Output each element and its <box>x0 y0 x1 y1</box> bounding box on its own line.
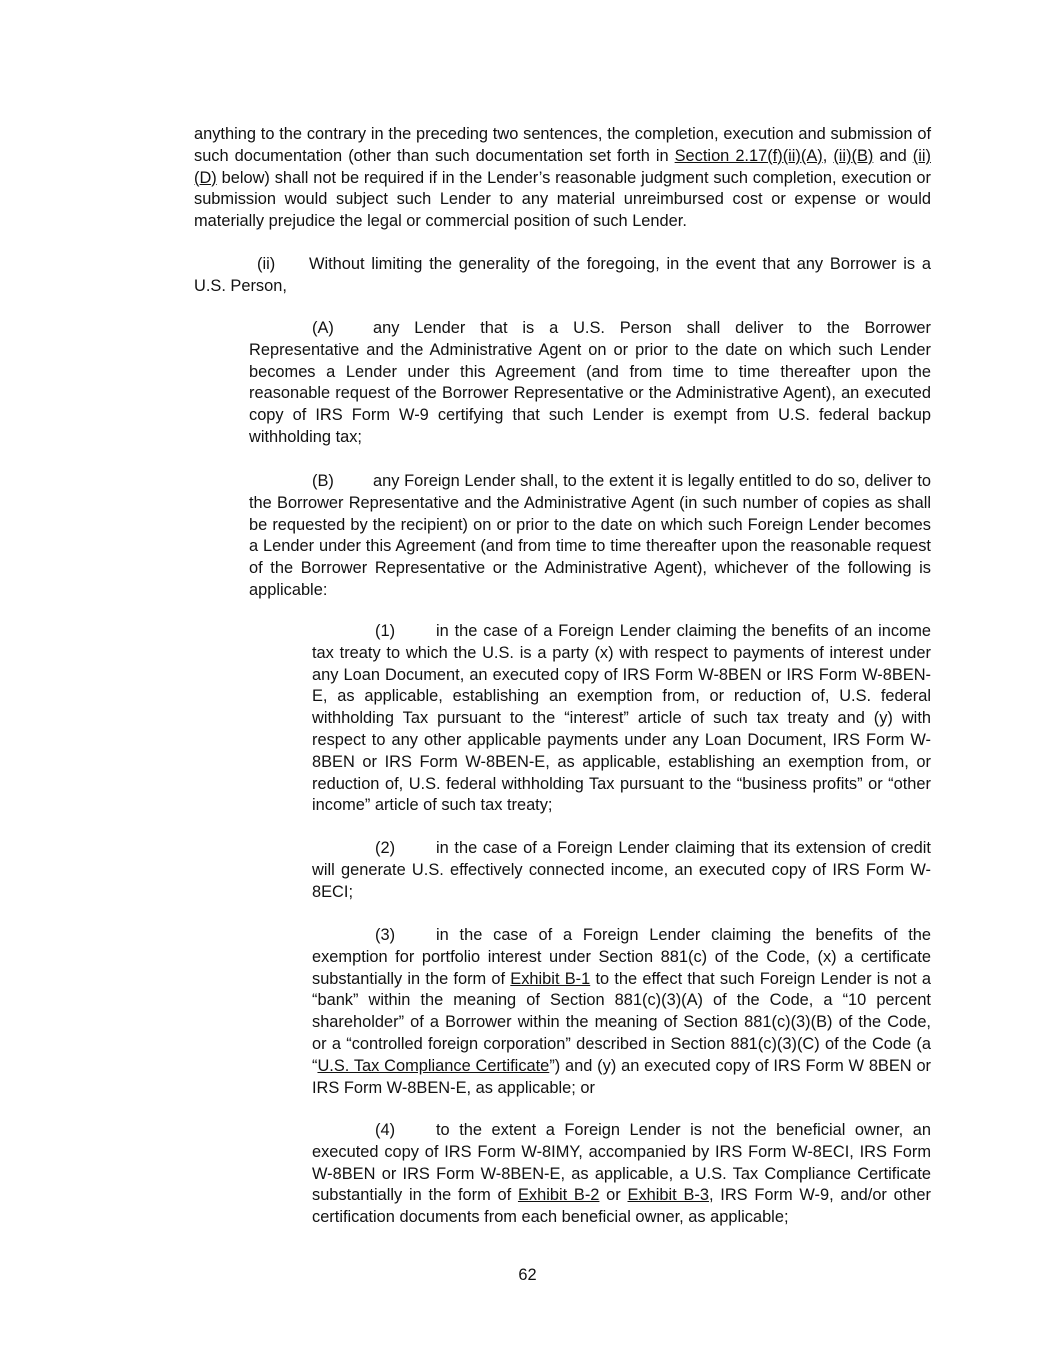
clause-1 <box>312 621 931 817</box>
clause-label: (3) <box>375 926 396 944</box>
clause-text: in the case of a Foreign Lender claiming the benefits of the exemption for portfolio interest under Section 881(c) of the Code, (x) a certificate substantially in the form of <box>312 926 931 988</box>
paragraph-text: and <box>873 146 913 165</box>
paragraph-text: , <box>822 146 834 165</box>
exhibit-reference: Exhibit B-2 <box>517 1186 600 1205</box>
paragraph-continuation <box>194 124 931 233</box>
defined-term: U.S. Tax Compliance Certificate <box>317 1056 550 1075</box>
clause-label: (1) <box>375 622 396 640</box>
exhibit-reference: Exhibit B-3 <box>627 1186 709 1205</box>
clause-text: to the effect that such Foreign Lender is not a “bank” within the meaning of Section 881(c)(3)(A) of the Code, a “10 percent shareholder” of a Borrower within the meaning of Section 881(c)(3)(B) of the Code, or a “controlled foreign corporation” described in Section 881(c)(3)(C) of the Code (a “ <box>312 969 931 1075</box>
clause-label: (4) <box>375 1121 396 1139</box>
clause-text: ”) and (y) an executed copy of IRS Form W 8BEN or IRS Form W-8BEN-E, as applicable; or <box>312 1056 932 1097</box>
clause-3 <box>312 925 931 1099</box>
clause-text: to the extent a Foreign Lender is not the beneficial owner, an executed copy of IRS Form W-8IMY, accompanied by IRS Form W-8ECI, IRS Form W-8BEN or IRS Form W-8BEN-E, as applicable, a U.S. Tax Compliance Certificate substantially in the form of <box>312 1121 931 1205</box>
page-number: 62 <box>518 1266 537 1284</box>
clause-text: any Foreign Lender shall, to the extent it is legally entitled to do so, deliver to the Borrower Representative and the Administrative Agent (in such number of copies as shall be requested by the recipient) on or prior to the date on which such Foreign Lender becomes a Lender under this Agreement (and from time to time thereafter upon the reasonable request of the Borrower Representative or the Administrative Agent), whichever of the following is applicable: <box>249 472 931 599</box>
clause-ii <box>194 254 931 298</box>
clause-label: (ii) <box>257 255 276 273</box>
exhibit-reference: Exhibit B-1 <box>510 969 591 988</box>
section-reference: Section 2.17(f)(ii)(A) <box>674 146 823 165</box>
paragraph-text: below) shall not be required if in the Lender’s reasonable judgment such completion, execution or submission would subject such Lender to any material unreimbursed cost or expense or would materially prejudice the legal or commercial position of such Lender. <box>194 168 931 231</box>
clause-text: any Lender that is a U.S. Person shall deliver to the Borrower Representative and the Administrative Agent on or prior to the date on which such Lender becomes a Lender under this Agreement (and from time to time thereafter upon the reasonable request of the Borrower Representative or the Administrative Agent), an executed copy of IRS Form W-9 certifying that such Lender is exempt from U.S. federal backup withholding tax; <box>249 319 931 446</box>
clause-label: (A) <box>312 319 334 337</box>
section-reference: (ii)(D) <box>194 146 931 187</box>
section-reference: (ii)(B) <box>833 146 874 165</box>
clause-text: in the case of a Foreign Lender claiming that its extension of credit will generate U.S. effectively connected income, an executed copy of IRS Form W-8ECI; <box>312 839 931 901</box>
clause-label: (B) <box>312 472 334 490</box>
clause-text: , IRS Form W-9, and/or other certification documents from each beneficial owner, as applicable; <box>312 1186 931 1227</box>
clause-text: or <box>599 1186 628 1205</box>
paragraph-text: anything to the contrary in the preceding two sentences, the completion, execution and submission of such documentation (other than such documentation set forth in <box>194 125 931 165</box>
clause-4 <box>312 1120 931 1229</box>
clause-text: in the case of a Foreign Lender claiming the benefits of an income tax treaty to which the U.S. is a party (x) with respect to payments of interest under any Loan Document, an executed copy of IRS Form W-8BEN or IRS Form W-8BEN-E, as applicable, establishing an exemption from, or reduction of, U.S. federal withholding Tax pursuant to the “interest” article of such tax treaty and (y) with respect to any other applicable payments under any Loan Document, IRS Form W-8BEN or IRS Form W-8BEN-E, as applicable, establishing an exemption from, or reduction of, U.S. federal withholding Tax pursuant to the “business profits” or “other income” article of such tax treaty; <box>312 622 931 815</box>
clause-label: (2) <box>375 839 396 857</box>
clause-2 <box>312 838 931 903</box>
clause-A <box>249 318 931 449</box>
clause-text: Without limiting the generality of the foregoing, in the event that any Borrower is a U.S. Person, <box>194 255 931 295</box>
clause-B <box>249 471 931 602</box>
